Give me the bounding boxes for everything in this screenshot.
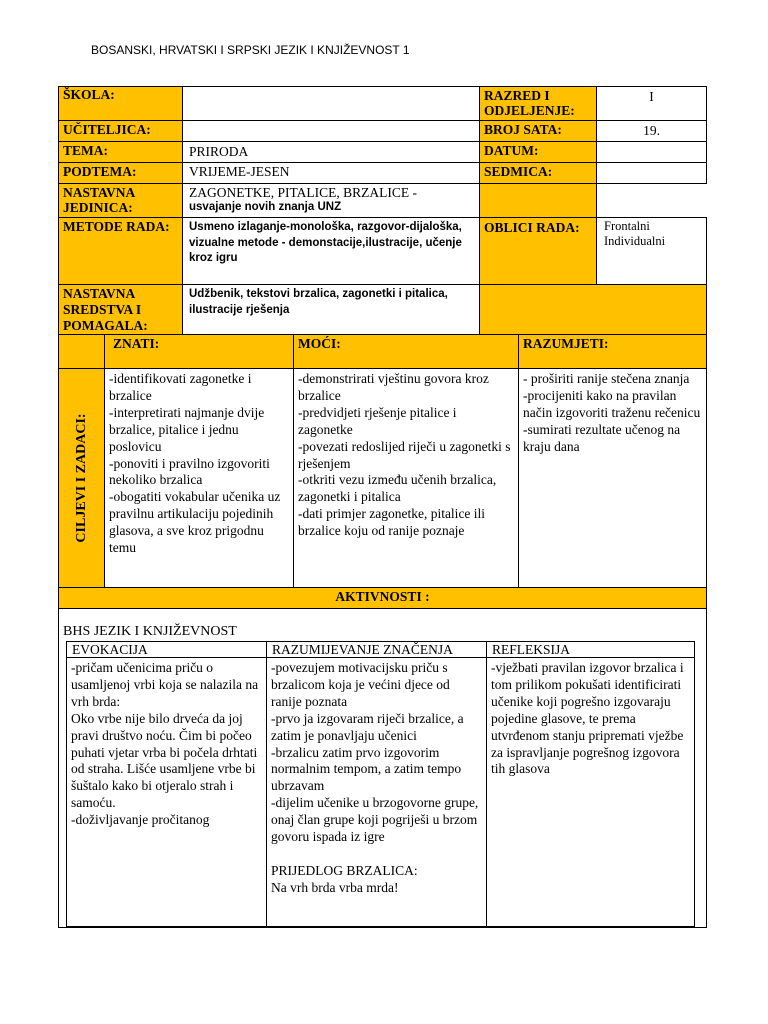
label-tema: TEMA:: [58, 141, 183, 163]
header-razumjeti: RAZUMJETI:: [518, 334, 707, 369]
document-header: BOSANSKI, HRVATSKI I SRPSKI JEZIK I KNJIŽEVNOST 1: [91, 43, 410, 57]
value-podtema: VRIJEME-JESEN: [182, 162, 480, 184]
label-nastavna-sredstva: NASTAVNA SREDSTVA I POMAGALA:: [58, 284, 183, 335]
goals-razumjeti: - proširiti ranije stečena znanja -procijeniti kako na pravilan način izgovoriti traženu rečenicu -sumirati rezultate učenog na kraju dana: [518, 368, 707, 588]
activity-refleksija: -vježbati pravilan izgovor brzalica i tom prilikom pokušati identificirati učenike koji pogrešno izgovaraju pojedine glasove, te prema utvrđenom stanju pripremati vježbe za ispravljanje pogrešnog izgovora tih glasova: [486, 657, 695, 927]
activity-evokacija: -pričam učenicima priču o usamljenoj vrbi koja se nalazila na vrh brda: Oko vrbe nije bilo drveća da joj pravi društvo noću. Čim bi počeo puhati vjetar vrba bi počela drhtati od straha. Lišće usamljene vrbe bi šuštalo kako bi otjeralo strah i samoću. -doživljavanje pročitanog: [66, 657, 267, 927]
header-razumijevanje: RAZUMIJEVANJE ZNAČENJA: [266, 641, 487, 658]
activities-subject: BHS JEZIK I KNJIŽEVNOST: [63, 624, 237, 639]
label-razred: RAZRED I ODJELJENJE:: [479, 86, 597, 121]
value-razred: I: [596, 86, 707, 121]
label-broj-sata: BROJ SATA:: [479, 120, 597, 142]
value-tema: PRIRODA: [182, 141, 480, 163]
nastavna-jedinica-line1: ZAGONETKE, PITALICE, BRZALICE -: [189, 185, 418, 200]
goals-corner: [58, 334, 105, 369]
label-oblici-rada: OBLICI RADA:: [479, 217, 597, 285]
goals-znati: -identifikovati zagonetke i brzalice -interpretirati najmanje dvije brzalice, pitalice i jednu poslovicu -ponoviti i pravilno izgovoriti nekoliko brzalica -obogatiti vokabular učenika uz pravilnu artikulaciju pojedinih glasova, a sve kroz prigodnu temu: [104, 368, 294, 588]
label-skola: ŠKOLA:: [58, 86, 183, 121]
header-znati: ZNATI:: [104, 334, 294, 369]
value-datum: [596, 141, 707, 163]
label-podtema: PODTEMA:: [58, 162, 183, 184]
value-oblici-rada: Frontalni Individualni: [596, 217, 707, 285]
filler-nastavna-sredstva-right: [479, 284, 707, 335]
goals-side-label-cell: [58, 368, 105, 588]
goals-side-label: CILJEVI I ZADACI:: [74, 413, 89, 543]
activities-title: AKTIVNOSTI :: [58, 587, 707, 609]
label-nastavna-jedinica: NASTAVNA JEDINICA:: [58, 183, 183, 218]
header-moci: MOĆI:: [293, 334, 519, 369]
value-skola: [182, 86, 480, 121]
value-sedmica: [596, 162, 707, 184]
goals-moci: -demonstrirati vještinu govora kroz brzalice -predvidjeti rješenje pitalice i zagonetke -povezati redoslijed riječi u zagonetki s rješenjem -otkriti vezu između učenih brzalica, zagonetki i pitalica -dati primjer zagonetke, pitalice ili brzalice koju od ranije poznaje: [293, 368, 519, 588]
header-refleksija: REFLEKSIJA: [486, 641, 695, 658]
header-evokacija: EVOKACIJA: [66, 641, 267, 658]
filler-nastavna-jedinica-right: [479, 183, 597, 218]
label-uciteljica: UČITELJICA:: [58, 120, 183, 142]
label-sedmica: SEDMICA:: [479, 162, 597, 184]
value-nastavna-sredstva: Udžbenik, tekstovi brzalica, zagonetki i pitalica, ilustracije rješenja: [182, 284, 480, 335]
value-metode-rada: Usmeno izlaganje-monološka, razgovor-dijaloška, vizualne metode - demonstacije,ilustracije, učenje kroz igru: [182, 217, 480, 285]
value-uciteljica: [182, 120, 480, 142]
value-broj-sata: 19.: [596, 120, 707, 142]
nastavna-jedinica-line2: usvajanje novih znanja UNZ: [189, 201, 342, 213]
activity-razumijevanje: -povezujem motivacijsku priču s brzalicom koja je većini djece od ranije poznata -prvo ja izgovaram riječi brzalice, a zatim je ponavljaju učenici -brzalicu zatim prvo izgovorim normalnim tempom, a zatim tempo ubrzavam -dijelim učenike u brzogovorne grupe, onaj član grupe koji pogriješi u brzom govoru ispada iz igre PRIJEDLOG BRZALICA: Na vrh brda vrba mrda!: [266, 657, 487, 927]
label-metode-rada: METODE RADA:: [58, 217, 183, 285]
label-datum: DATUM:: [479, 141, 597, 163]
value-nastavna-jedinica: [182, 183, 480, 218]
